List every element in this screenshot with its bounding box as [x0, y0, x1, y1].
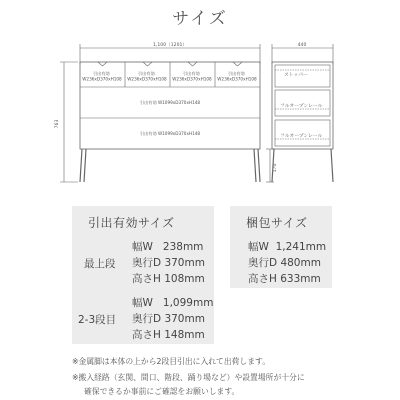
- package-spec-title: 梱包サイズ: [246, 216, 308, 230]
- top-drawer-label-2: 引出有効 W236xD370xH108: [127, 71, 167, 82]
- drawer-effective-size-panel: [72, 206, 214, 344]
- top-drawer-label-3: 引出有効 W236xD370xH108: [172, 71, 212, 82]
- group-label-top: 最上段: [84, 258, 116, 270]
- top-drawer-label-1: 引出有効 W236xD370xH108: [82, 71, 122, 82]
- furniture-dimension-drawing: [0, 34, 400, 194]
- width-dimension-label: 1,100（1201）: [152, 43, 188, 48]
- note-line-3: 確保できるか事前にご確認をお願いします。: [84, 387, 240, 396]
- top-drawer-label-4: 引出有効 W236xD370xH108: [217, 71, 257, 82]
- middle-drawer-label: 引出有効 W1099xD370xH148: [139, 100, 201, 105]
- leg-dimension-label: 170: [273, 163, 278, 173]
- spec-row: 奥行D 370mm: [132, 313, 205, 325]
- depth-dimension-label: 440: [297, 43, 307, 48]
- rail-label-1: フルオープンレール: [280, 104, 323, 109]
- page-title: サイズ: [172, 9, 228, 29]
- package-row: 幅W 1,241mm: [248, 241, 327, 253]
- bottom-drawer-label: 引出有効 W1099xD370xH148: [139, 131, 201, 136]
- spec-row: 幅W 1,099mm: [132, 297, 214, 309]
- note-line-1: ※金属脚は本体の上から2段目引出に入れて出荷します。: [72, 357, 270, 366]
- spec-row: 高さH 108mm: [132, 273, 205, 285]
- side-view: [272, 44, 333, 182]
- spec-row: 奥行D 370mm: [132, 257, 205, 269]
- top-drawer-labels: [82, 70, 257, 82]
- spec-row: 幅W 238mm: [132, 241, 204, 253]
- height-dimension-label: 763: [55, 119, 60, 129]
- package-row: 奥行D 480mm: [248, 257, 321, 269]
- spec-row: 高さH 148mm: [132, 329, 205, 341]
- stopper-label: ストッパー: [284, 73, 308, 78]
- front-view: [60, 44, 274, 182]
- rail-label-2: フルオープンレール: [280, 134, 323, 139]
- group-label-middle: 2-3段目: [78, 314, 117, 326]
- note-line-2: ※搬入経路（玄関、間口、階段、踊り場など）や設置場所が十分に: [72, 373, 305, 382]
- drawer-spec-title: 引出有効サイズ: [88, 216, 175, 230]
- package-size-panel: [230, 206, 332, 288]
- package-row: 高さH 633mm: [248, 273, 321, 285]
